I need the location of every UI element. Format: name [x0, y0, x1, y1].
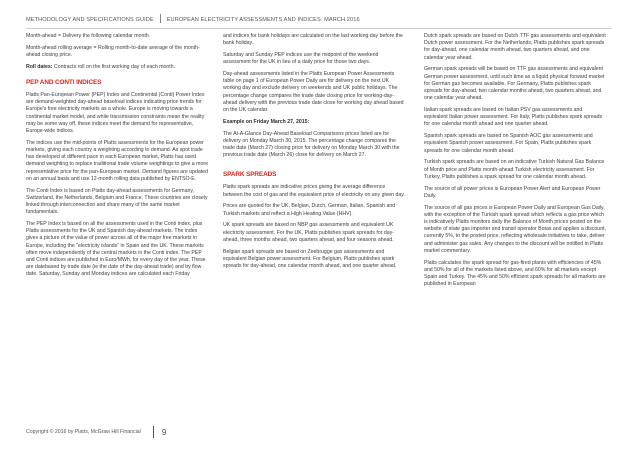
paragraph: The source of all gas prices is European Power Daily and European Gas Daily, with the exception of the Turkish spark spread which reflects a gas price which is indicatively Platts monitors daily the Balance of Month prices posted on the website of state gas importer and transit operator Botas and applies a discount, currently 5%, to the posted price, reflecting wholesale initiatives to take, deliver and administer gas sales. Any changes to the discount will be notified in Platts market commentary.	[424, 204, 606, 254]
paragraph: Month-ahead = Delivery the following calendar month.	[26, 33, 151, 39]
paragraph: The PEP Index is based on all the assessments used in the Conti index, plus Platts assessments for the UK and Spanish day-ahead markets. The index gives a picture of the value of power across all of the major free markets in Europe, including the "electricity islands" in Spain and the UK. These markets often move independently of the central markets in the Conti index. The PEP and Conti indices are published in Euro/MWh, for every day of the year. These are datebased by trade date (ie the date of the day-ahead trade) and by flow date. Saturday, Sunday and Monday indices are calculated each Friday	[26, 221, 206, 278]
roll-dates-label: Roll dates:	[26, 63, 53, 70]
roll-dates-text: Contracts roll on the first working day of each month.	[52, 63, 176, 70]
running-header	[26, 14, 360, 23]
column-2	[223, 33, 405, 275]
paragraph: The At-A-Glance Day-Ahead Baseload Comparisons prices listed are for delivery on Monday March 30, 2015. The percentage change compares the trade date (March 27) closing price for delivery on Monday March 30 with the previous trade date (March 26) close for delivery on March 27.	[223, 130, 400, 159]
header-guide-title: METHODOLOGY AND SPECIFICATIONS GUIDE	[26, 17, 154, 23]
header-document-title: EUROPEAN ELECTRICITY ASSESSMENTS AND INDICES: MARCH 2016	[166, 17, 360, 23]
paragraph: Platts spark spreads are indicative prices giving the average difference between the cost of gas and the equivalent price of electricity on any given day.	[223, 184, 405, 198]
paragraph: Day-ahead assessments listed in the Platts European Power Assessments table on page 1 of European Power Daily are for delivery on the next UK working day and exclude delivery on weekends and UK public holidays. The percentage change compares the trade date closing price for working-day-ahead delivery with the previous trade date close for working day ahead based on the UK calendar.	[223, 71, 404, 114]
paragraph: Prices are quoted for the UK, Belgian, Dutch, German, Italian, Spanish and Turkish markets and reflect a High Heating Value (HHV).	[223, 203, 396, 217]
paragraph: Belgian spark spreads are based on Zeebrugge gas assessments and equivalent Belgian power assessment. For Belgium, Platts publishes spark spreads for day-ahead, one calendar month ahead, and one quarter ahead.	[223, 248, 397, 270]
paragraph: Platts Pan-European Power (PEP) Index and Continental (Conti) Power Index are demand-weighted day-ahead baseload indices indicating price trends for Europe's free electricity markets as a whole. Europe is moving towards a continental market model, and while transmission constraints mean the reality may be some way off, these indices meet the demand for representative, Europe-wide indices.	[26, 92, 205, 135]
column-3	[424, 33, 606, 293]
page-footer	[26, 425, 166, 439]
paragraph: Dutch spark spreads are based on Dutch TTF gas assessments and equivalent Dutch power assessment. For the Netherlands, Platts publishes spark spreads for day-ahead, one calendar month ahead, two quarters ahead, and one calendar year ahead.	[424, 33, 606, 61]
paragraph: Saturday and Sunday PEP indices use the midpoint of the weekend assessment for the UK in lieu of a daily price for those two days.	[223, 52, 379, 66]
paragraph: UK spark spreads are based on NBP gas assessments and equivalent UK electricity assessment. For the UK, Platts publishes spark spreads for day-ahead, three months ahead, two quarters ahead, and four seasons ahead.	[223, 222, 394, 243]
paragraph: Platts calculates the spark spread for gas-fired plants with efficiencies of 45% and 50% for all of the markets listed above, and 60% for all markets except Spain and Turkey. The 45% and 50% efficient spark spreads for all markets are published in European	[424, 259, 606, 288]
paragraph: Turkish spark spreads are based on an indicative Turkish Natural Gas Balance of Month price and Platts month-ahead Turkish electricity assessment. For Turkey, Platts publishes a spark spread for one calendar month ahead.	[424, 159, 605, 180]
column-1	[26, 33, 208, 283]
paragraph	[26, 64, 208, 71]
header-separator	[160, 14, 161, 23]
header-divider	[26, 28, 612, 29]
paragraph: Month-ahead rolling average = Rolling month-to-date average of the month-ahead closing price.	[26, 44, 200, 58]
paragraph: German spark spreads will be based on TTF gas assessments and equivalent German power assessment, until such time as a liquid physical forward market for German gas becomes available. For Germany, Platts publishes spark spreads for day-ahead, two calendar months ahead, two quarters ahead, and one calendar year ahead.	[424, 66, 605, 102]
paragraph: Italian spark spreads are based on Italian PSV gas assessments and equivalent Italian power assessment. For Italy, Platts publishes spark spreads for one calendar month ahead and one quarter ahead.	[424, 107, 603, 128]
example-heading	[223, 119, 405, 126]
section-title-pep-conti: PEP AND CONTI INDICES	[26, 79, 102, 86]
paragraph: Spanish spark spreads are based on Spanish AOC gas assessments and equivalent Spanish power assessment. For Spain, Platts publishes spark spreads for one calendar month ahead.	[424, 133, 593, 154]
paragraph: The source of all power prices is European Power Alert and European Power Daily.	[424, 185, 601, 199]
paragraph: The Conti Index is based on Platts day-ahead assessments for Germany, Switzerland, the Netherlands, Belgium and France. These countries are closely linked through interconnection and share many of the same market fundamentals.	[26, 187, 208, 216]
example-heading-text: Example on Friday March 27, 2015:	[223, 118, 310, 125]
footer-separator	[153, 426, 154, 438]
paragraph: The indices use the mid-points of Platts assessments for the European power markets, giving each country a weighting according to demand. As spot trade has developed at different pace in each European market, Platts has used demand weighting to replace traditional trade volume weightings to give a more representative price for the pan-European market. Demand figures are updated on an annual basis and use 12-month rolling data published by ENTSO-E.	[26, 139, 208, 182]
page-number: 9	[161, 427, 167, 437]
copyright-notice: Copyright © 2016 by Platts, McGraw Hill Financial	[26, 429, 141, 435]
section-title-spark-spreads: SPARK SPREADS	[223, 171, 277, 179]
paragraph: and indices for bank holidays are calculated on the last working day before the bank holiday.	[223, 33, 403, 47]
